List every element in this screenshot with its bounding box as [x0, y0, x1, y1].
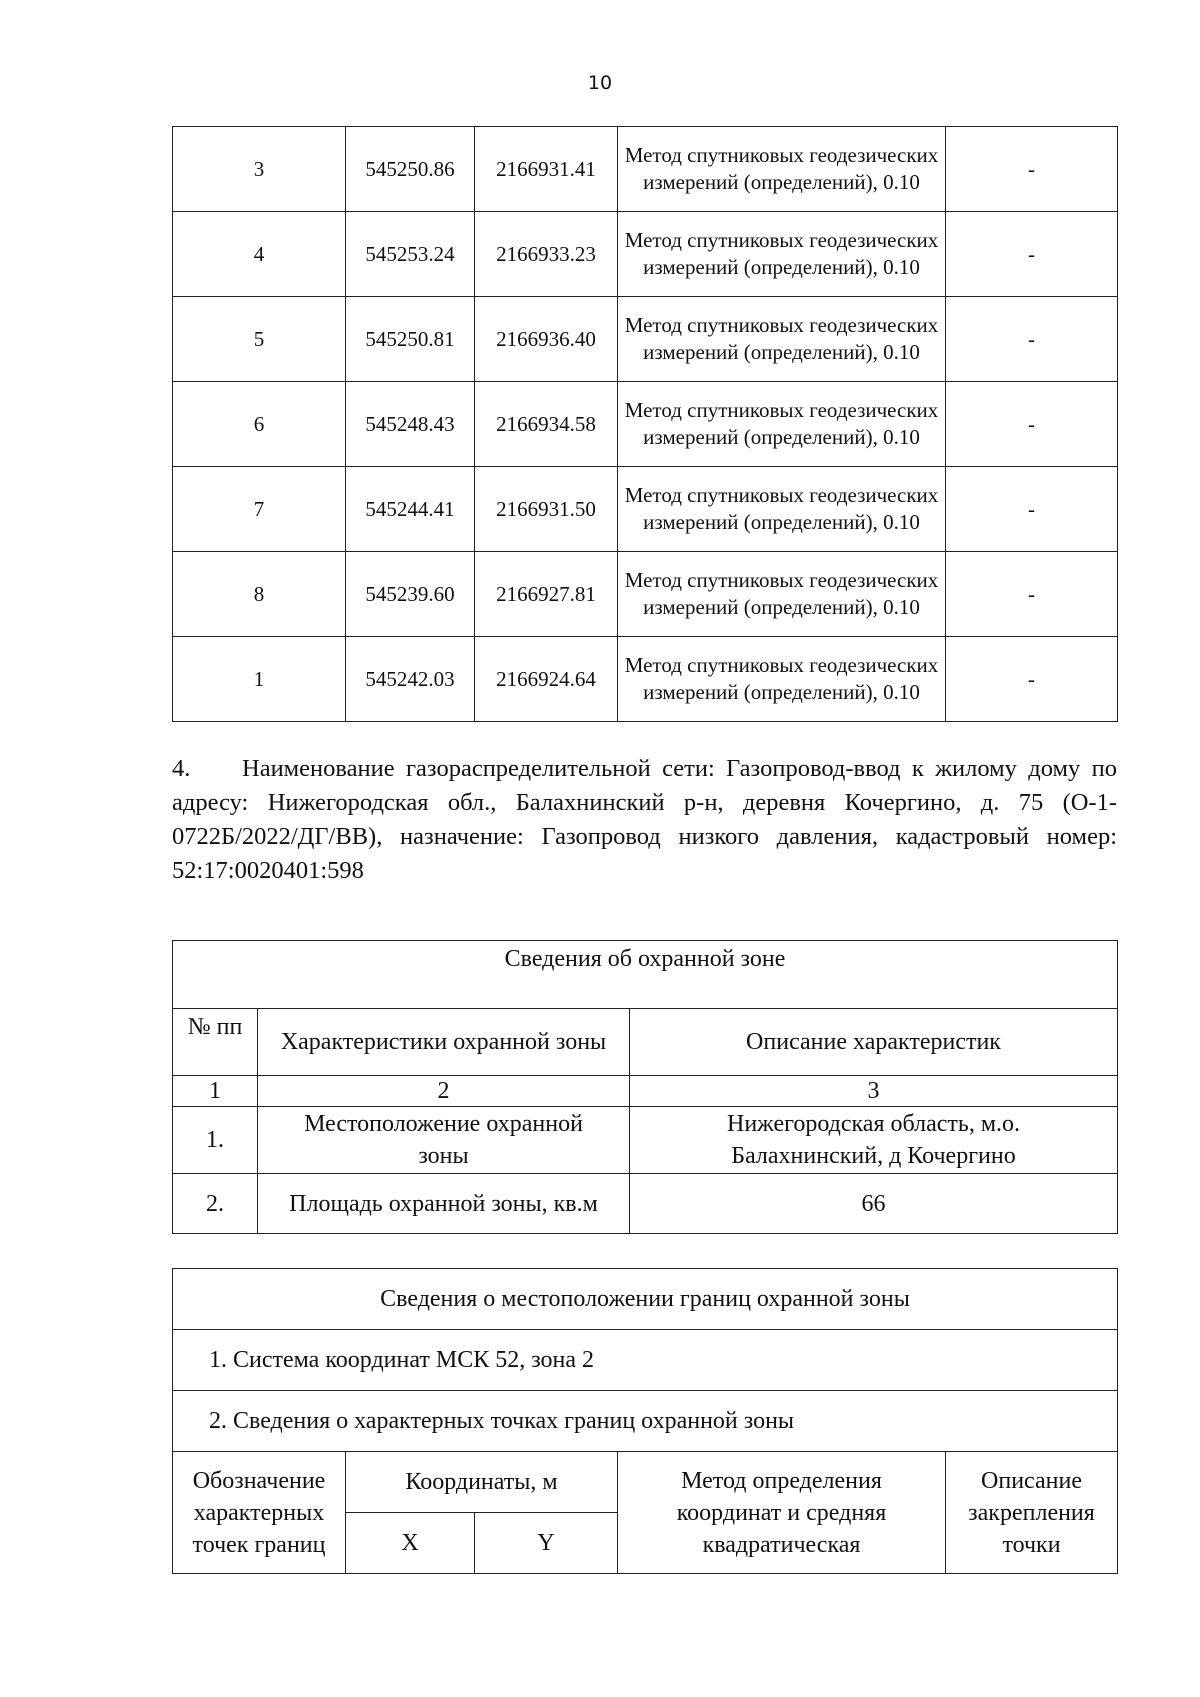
- x-coordinate-cell: 545239.60: [346, 552, 475, 637]
- description-cell: -: [946, 467, 1118, 552]
- y-coordinate-cell: 2166927.81: [475, 552, 618, 637]
- method-cell: Метод спутниковых геодезических измерений (определений), 0.10: [618, 212, 946, 297]
- x-coordinate-cell: 545250.81: [346, 297, 475, 382]
- point-cell: 8: [173, 552, 346, 637]
- section-text: Наименование газораспределительной сети: Газопровод-ввод к жилому дому по адресу: Нижегородская обл., Балахнинский р-н, деревня Кочергино, д. 75 (О-1-0722Б/2022/ДГ/ВВ), назначение: Газопровод низкого давления, кадастровый номер: 52:17:0020401:598: [172, 755, 1117, 884]
- table-row: [173, 552, 1118, 637]
- header-method: Метод определения координат и средняя квадратическая: [618, 1452, 946, 1574]
- y-coordinate-cell: 2166933.23: [475, 212, 618, 297]
- y-coordinate-cell: 2166924.64: [475, 637, 618, 722]
- row-number: 2.: [173, 1174, 258, 1234]
- row-number: 1.: [173, 1107, 258, 1174]
- x-coordinate-cell: 545248.43: [346, 382, 475, 467]
- y-coordinate-cell: 2166931.50: [475, 467, 618, 552]
- row-characteristic: Местоположение охранной зоны: [258, 1107, 630, 1174]
- y-coordinate-cell: 2166931.41: [475, 127, 618, 212]
- header-designation: Обозначение характерных точек границ: [173, 1452, 346, 1574]
- description-cell: -: [946, 127, 1118, 212]
- point-cell: 1: [173, 637, 346, 722]
- description-cell: -: [946, 297, 1118, 382]
- coordinate-system: 1. Система координат МСК 52, зона 2: [173, 1330, 1118, 1391]
- x-coordinate-cell: 545250.86: [346, 127, 475, 212]
- point-cell: 5: [173, 297, 346, 382]
- header-coordinates: Координаты, м: [346, 1452, 618, 1513]
- header-characteristic: Характеристики охранной зоны: [258, 1009, 630, 1076]
- table-row: [173, 212, 1118, 297]
- protection-zone-table: [172, 940, 1118, 1234]
- zone-table-title: Сведения об охранной зоне: [173, 941, 1118, 1009]
- method-cell: Метод спутниковых геодезических измерений (определений), 0.10: [618, 552, 946, 637]
- table-row: [173, 382, 1118, 467]
- description-cell: -: [946, 552, 1118, 637]
- header-y: Y: [475, 1513, 618, 1574]
- boundary-location-table: [172, 1268, 1118, 1574]
- header-number: № пп: [173, 1009, 258, 1076]
- section-4-paragraph: [172, 752, 1117, 888]
- row-characteristic: Площадь охранной зоны, кв.м: [258, 1174, 630, 1234]
- point-cell: 6: [173, 382, 346, 467]
- table-row: [173, 127, 1118, 212]
- x-coordinate-cell: 545244.41: [346, 467, 475, 552]
- point-cell: 3: [173, 127, 346, 212]
- x-coordinate-cell: 545253.24: [346, 212, 475, 297]
- coordinates-table: [172, 126, 1118, 722]
- method-cell: Метод спутниковых геодезических измерений (определений), 0.10: [618, 467, 946, 552]
- numbering-cell: 1: [173, 1076, 258, 1107]
- header-description: Описание характеристик: [630, 1009, 1118, 1076]
- row-description: 66: [630, 1174, 1118, 1234]
- numbering-cell: 3: [630, 1076, 1118, 1107]
- description-cell: -: [946, 637, 1118, 722]
- row-description: Нижегородская область, м.о. Балахнинский, д Кочергино: [630, 1107, 1118, 1174]
- table-row: [173, 297, 1118, 382]
- method-cell: Метод спутниковых геодезических измерений (определений), 0.10: [618, 297, 946, 382]
- numbering-cell: 2: [258, 1076, 630, 1107]
- header-fixing: Описание закрепления точки: [946, 1452, 1118, 1574]
- table-row: [173, 467, 1118, 552]
- y-coordinate-cell: 2166936.40: [475, 297, 618, 382]
- description-cell: -: [946, 212, 1118, 297]
- header-x: X: [346, 1513, 475, 1574]
- boundary-table-title: Сведения о местоположении границ охранной зоны: [173, 1269, 1118, 1330]
- page-number: 10: [587, 72, 613, 94]
- method-cell: Метод спутниковых геодезических измерений (определений), 0.10: [618, 127, 946, 212]
- point-cell: 4: [173, 212, 346, 297]
- x-coordinate-cell: 545242.03: [346, 637, 475, 722]
- method-cell: Метод спутниковых геодезических измерений (определений), 0.10: [618, 637, 946, 722]
- y-coordinate-cell: 2166934.58: [475, 382, 618, 467]
- points-info-heading: 2. Сведения о характерных точках границ охранной зоны: [173, 1391, 1118, 1452]
- table-row: [173, 637, 1118, 722]
- section-number: 4.: [172, 755, 191, 782]
- point-cell: 7: [173, 467, 346, 552]
- description-cell: -: [946, 382, 1118, 467]
- method-cell: Метод спутниковых геодезических измерений (определений), 0.10: [618, 382, 946, 467]
